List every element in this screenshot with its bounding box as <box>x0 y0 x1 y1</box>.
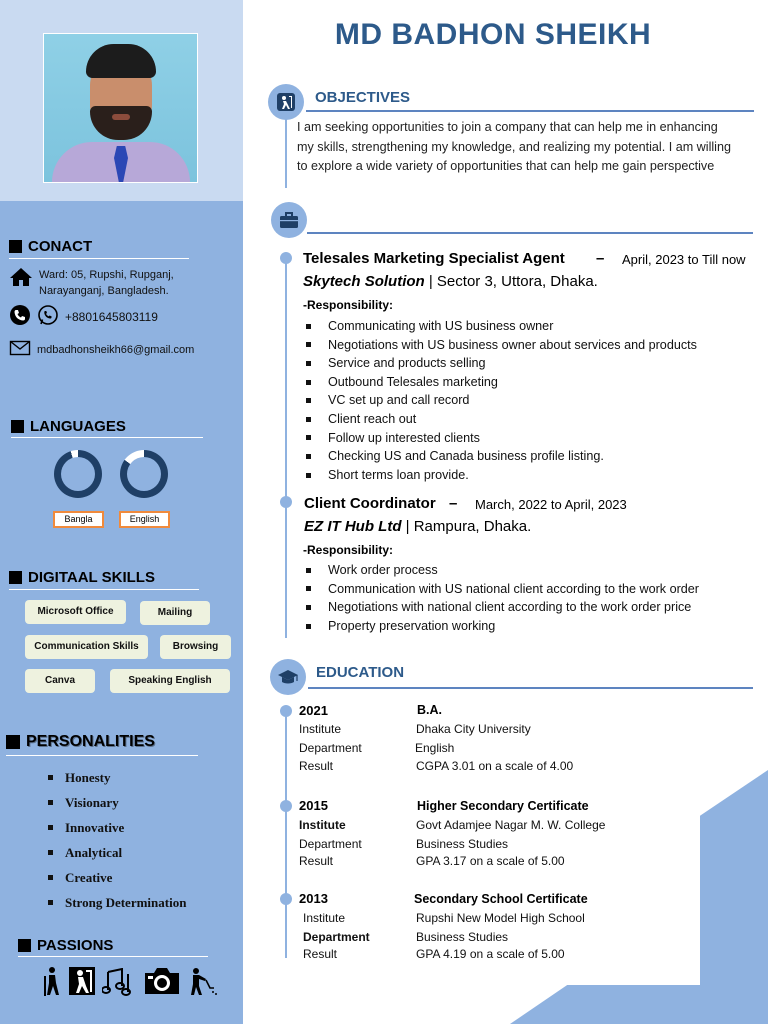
briefcase-icon <box>271 202 307 238</box>
digital-skills-heading: DIGITAAL SKILLS <box>9 569 155 586</box>
profile-photo <box>43 33 198 183</box>
phone-number[interactable]: +8801645803119 <box>65 309 158 324</box>
music-notes-icon <box>102 968 136 1003</box>
education-field-label: Institute <box>303 911 346 925</box>
timeline-line <box>285 258 287 638</box>
home-icon <box>9 267 33 290</box>
education-year: 2015 <box>299 798 328 813</box>
education-field-value: Business Studies <box>416 837 509 851</box>
education-field-label: Result <box>299 759 334 773</box>
list-item: Creative <box>48 865 186 890</box>
company-location: | Sector 3, Uttora, Dhaka. <box>428 273 598 290</box>
timeline-line <box>285 710 287 958</box>
email-row <box>9 340 194 359</box>
address-row <box>9 267 174 299</box>
skill-chip: Microsoft Office <box>25 600 126 624</box>
contact-heading: CONACT <box>9 238 92 255</box>
photo-panel <box>0 0 243 201</box>
job-title: Telesales Marketing Specialist Agent <box>303 250 565 267</box>
education-field-label: Institute <box>299 722 342 736</box>
email-address[interactable]: mdbadhonsheikh66@gmail.com <box>37 343 195 356</box>
list-item: Strong Determination <box>48 890 186 915</box>
language-label: Bangla <box>53 511 104 528</box>
list-item: Short terms loan provide. <box>303 466 697 485</box>
list-item: Honesty <box>48 765 186 790</box>
education-field-value: GPA 4.19 on a scale of 5.00 <box>416 947 565 961</box>
list-item: Property preservation working <box>303 617 699 636</box>
mail-icon <box>9 340 31 359</box>
education-year: 2013 <box>299 891 328 906</box>
divider <box>308 687 753 689</box>
divider <box>11 437 203 438</box>
education-degree: B.A. <box>417 703 442 717</box>
hiking-icon <box>40 966 62 1003</box>
skill-chip: Browsing <box>160 635 231 659</box>
skill-chip: Canva <box>25 669 95 693</box>
skill-chip: Speaking English <box>110 669 230 693</box>
address-line: Ward: 05, Rupshi, Rupganj, <box>39 269 174 281</box>
timeline-dot <box>280 893 292 905</box>
camera-icon <box>142 966 182 1003</box>
list-item: Service and products selling <box>303 354 697 373</box>
timeline-dot <box>280 496 292 508</box>
objective-line: to explore a wide variety of opportunities that can help me gain perspective <box>297 159 715 173</box>
education-field-label: Department <box>299 741 362 755</box>
language-level-ring <box>120 450 168 498</box>
company <box>303 273 598 290</box>
list-item: Analytical <box>48 840 186 865</box>
objective-line: my skills, strengthening my knowledge, and realizing my potential. I am willing <box>297 139 731 154</box>
education-field-value: English <box>415 741 455 755</box>
education-year: 2021 <box>299 703 328 718</box>
education-field-value: Business Studies <box>416 930 509 944</box>
list-item: Visionary <box>48 790 186 815</box>
education-field-value: Dhaka City University <box>416 722 531 736</box>
education-field-label: Result <box>299 854 334 868</box>
job-date: March, 2022 to April, 2023 <box>475 497 627 512</box>
education-field-value: Govt Adamjee Nagar M. W. College <box>416 818 606 832</box>
list-item: Follow up interested clients <box>303 429 697 448</box>
phone-icon <box>9 304 31 329</box>
education-field-label: Institute <box>299 818 346 832</box>
list-item: Communicating with US business owner <box>303 317 697 336</box>
company <box>304 518 531 535</box>
education-field-value: GPA 3.17 on a scale of 5.00 <box>416 854 565 868</box>
company-name: EZ IT Hub Ltd <box>304 518 402 535</box>
list-item: Work order process <box>303 561 699 580</box>
divider <box>6 755 198 756</box>
list-item: Client reach out <box>303 410 697 429</box>
timeline-dot <box>280 252 292 264</box>
languages-heading: LANGUAGES <box>11 418 126 435</box>
education-field-label: Result <box>303 947 338 961</box>
company-name: Skytech Solution <box>303 273 425 290</box>
education-degree: Secondary School Certificate <box>414 892 588 906</box>
personalities-list <box>48 765 186 915</box>
education-field-label: Department <box>299 837 362 851</box>
divider <box>306 110 754 112</box>
job-date: April, 2023 to Till now <box>622 252 746 267</box>
divider <box>18 956 208 957</box>
gardening-icon <box>188 966 218 1003</box>
corner-decoration <box>510 985 768 1024</box>
timeline-dot <box>280 800 292 812</box>
graduation-cap-icon <box>270 659 306 695</box>
education-field-value: CGPA 3.01 on a scale of 4.00 <box>416 759 574 773</box>
phone-row <box>9 304 158 329</box>
education-degree: Higher Secondary Certificate <box>417 799 589 813</box>
job-dash: – <box>596 250 605 267</box>
divider <box>307 232 753 234</box>
responsibility-label: -Responsibility: <box>303 543 394 557</box>
objective-text <box>297 118 767 177</box>
list-item: Innovative <box>48 815 186 840</box>
job-dash: – <box>449 495 458 512</box>
climbing-icon <box>68 966 96 1003</box>
list-item: VC set up and call record <box>303 391 697 410</box>
language-level-ring <box>54 450 102 498</box>
education-field-label: Department <box>303 930 370 944</box>
divider <box>9 589 199 590</box>
responsibility-list <box>303 561 699 635</box>
responsibility-list <box>303 317 697 484</box>
divider <box>9 258 189 259</box>
timeline-dot <box>280 705 292 717</box>
section-title-objectives: OBJECTIVES <box>315 89 411 106</box>
objective-icon <box>268 84 304 120</box>
section-title-education: EDUCATION <box>316 664 405 681</box>
language-label: English <box>119 511 170 528</box>
page-title: MD BADHON SHEIKH <box>334 18 652 51</box>
objective-line: I am seeking opportunities to join a company that can help me in enhancing <box>297 120 718 134</box>
list-item: Negotiations with US business owner about services and products <box>303 336 697 355</box>
list-item: Outbound Telesales marketing <box>303 373 697 392</box>
skill-chip: Mailing <box>140 601 210 625</box>
list-item: Checking US and Canada business profile listing. <box>303 447 697 466</box>
passion-icons <box>40 966 218 1003</box>
skill-chip: Communication Skills <box>25 635 148 659</box>
job-title: Client Coordinator <box>304 495 436 512</box>
personalities-heading: PERSONALITIES <box>6 733 155 751</box>
list-item: Communication with US national client according to the work order <box>303 580 699 599</box>
company-location: | Rampura, Dhaka. <box>405 518 532 535</box>
address-line: Narayanganj, Bangladesh. <box>39 285 169 297</box>
whatsapp-icon <box>37 304 59 329</box>
education-field-value: Rupshi New Model High School <box>416 911 585 925</box>
list-item: Negotiations with national client according to the work order price <box>303 598 699 617</box>
responsibility-label: -Responsibility: <box>303 298 394 312</box>
passions-heading: PASSIONS <box>18 937 113 954</box>
